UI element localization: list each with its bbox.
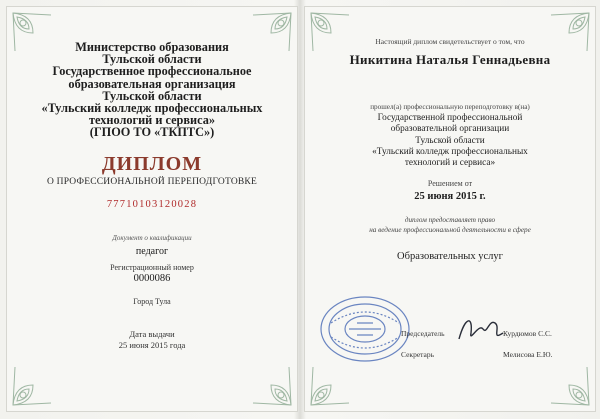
org-line: образовательной организации — [390, 124, 510, 135]
org-line: Государственной профессиональной — [377, 113, 523, 124]
ministry-line: образовательная организация — [68, 76, 236, 91]
ministry-line: Тульской области — [102, 88, 202, 103]
official-stamp-icon — [317, 293, 413, 365]
corner-ornament-icon — [309, 363, 353, 407]
ministry-line: Государственное профессиональное — [52, 64, 252, 79]
training-organization — [305, 102, 595, 169]
registration-number: 0000086 — [133, 273, 171, 284]
ministry-line: «Тульский колледж профессиональных — [41, 101, 263, 116]
diploma-left-page — [6, 6, 298, 412]
registration-label: Регистрационный номер — [110, 263, 194, 272]
secretary-label: Секретарь — [401, 350, 435, 359]
diploma-subtitle: О ПРОФЕССИОНАЛЬНОЙ ПЕРЕПОДГОТОВКЕ — [47, 177, 257, 187]
decision-date: 25 июня 2015 г. — [414, 191, 486, 202]
corner-ornament-icon — [309, 11, 353, 55]
city: Город Тула — [133, 297, 171, 306]
corner-ornament-icon — [547, 11, 591, 55]
issue-date-label: Дата выдачи — [129, 329, 175, 339]
qualification-value: педагог — [135, 246, 169, 257]
chair-label: Председатель — [401, 329, 445, 338]
issue-date: 25 июня 2015 года — [118, 340, 186, 350]
chair-name: Курдюмов С.С. — [503, 329, 552, 338]
decision-label: Решением от — [427, 179, 473, 188]
org-line: «Тульский колледж профессиональных — [372, 146, 528, 157]
diploma-title: ДИПЛОМ — [101, 153, 203, 175]
corner-ornament-icon — [547, 363, 591, 407]
org-line: технологий и сервиса» — [404, 158, 496, 169]
serial-number: 77710103120028 — [106, 199, 198, 210]
qualification-label: Документ о квалификации — [112, 234, 192, 242]
org-line: Тульской области — [415, 135, 485, 146]
corner-ornament-icon — [249, 363, 293, 407]
ministry-line: (ГПОО ТО «ТКПТС») — [89, 125, 215, 140]
ministry-line: Министерство образования — [75, 40, 229, 54]
ministry-line: технологий и сервиса» — [88, 113, 216, 128]
certifies-intro: Настоящий диплом свидетельствует о том, что — [375, 37, 525, 46]
graduate-name: Никитина Наталья Геннадьевна — [349, 52, 551, 67]
issuing-organization — [7, 41, 297, 139]
activity-area: Образовательных услуг — [397, 251, 503, 262]
passed-training-line: прошел(а) профессиональную переподготовку в(на) — [370, 103, 530, 111]
rights-line-1: диплом предоставляет право — [404, 216, 496, 224]
ministry-line: Тульской области — [102, 52, 202, 67]
signature-icon — [455, 311, 507, 347]
secretary-name: Мелисова Е.Ю. — [503, 350, 553, 359]
rights-line-2: на ведение профессиональной деятельности в сфере — [369, 226, 531, 234]
diploma-right-page — [304, 6, 596, 412]
corner-ornament-icon — [11, 363, 55, 407]
